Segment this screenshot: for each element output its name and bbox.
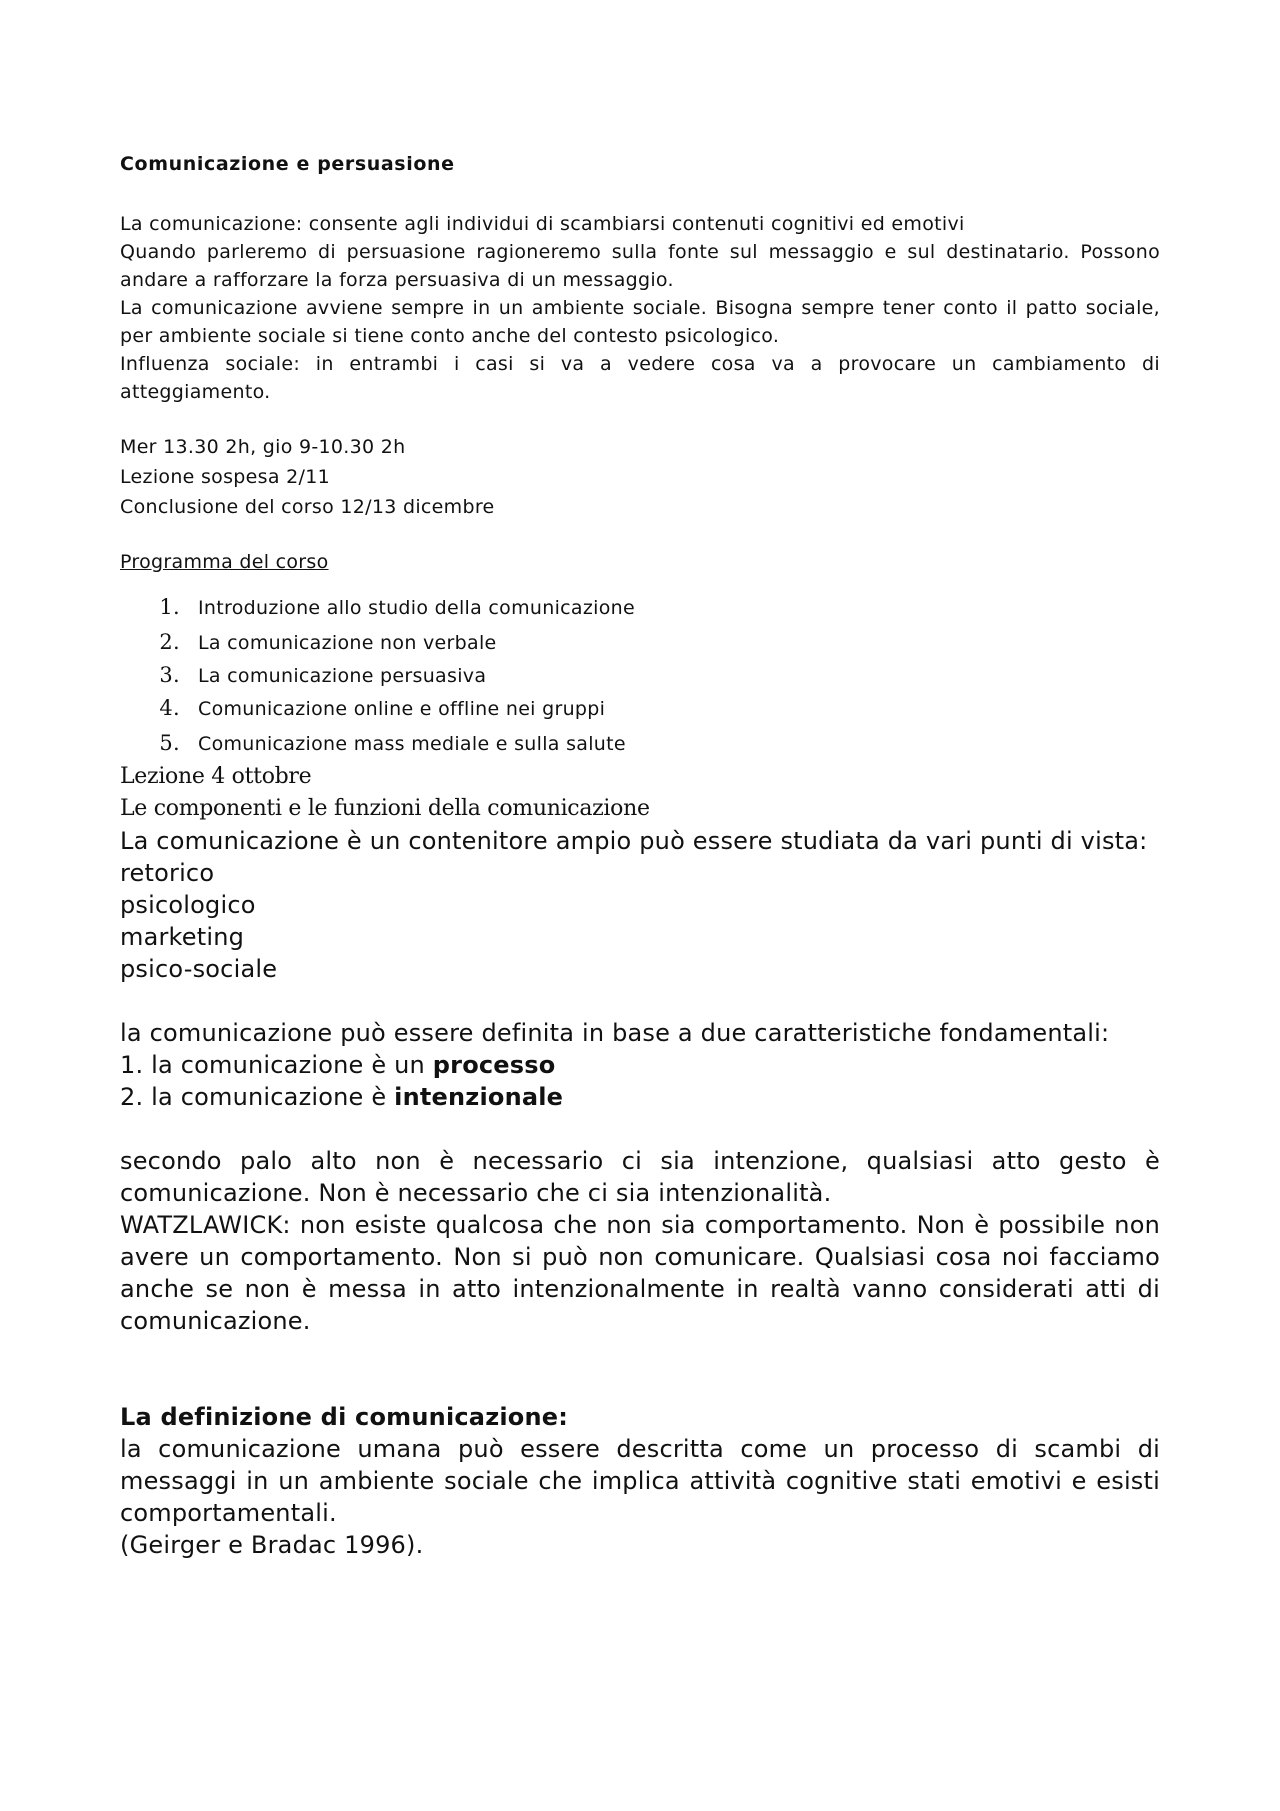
viewpoint-item: marketing [120, 923, 245, 951]
intro-section [120, 210, 1160, 406]
document-page [120, 150, 1160, 1561]
definition-section [120, 1401, 1160, 1561]
list-item: 3. La comunicazione persuasiva [159, 663, 487, 687]
viewpoint-item: psicologico [120, 891, 256, 919]
program-heading: Programma del corso [120, 551, 329, 573]
characteristic-item: 1. la comunicazione è un processo [120, 1051, 556, 1079]
viewpoint-item: psico-sociale [120, 955, 278, 983]
citation: (Geirger e Bradac 1996). [120, 1531, 424, 1559]
lesson-subtitle: Le componenti e le funzioni della comunicazione [120, 796, 650, 821]
viewpoint-item: retorico [120, 859, 215, 887]
definition-text: la comunicazione umana può essere descritta come un processo di scambi di messaggi in un ambiente sociale che implica attività cognitive stati emotivi e esisti comportamentali. [120, 1435, 1160, 1527]
document-title: Comunicazione e persuasione [120, 153, 455, 175]
lesson-date: Lezione 4 ottobre [120, 764, 312, 789]
program-list [120, 590, 1160, 761]
intro-paragraph: La comunicazione: consente agli individui di scambiarsi contenuti cognitivi ed emotivi [120, 213, 965, 235]
watzlawick-paragraph: WATZLAWICK: non esiste qualcosa che non sia comportamento. Non è possibile non avere un comportamento. Non si può non comunicare. Qualsiasi cosa noi facciamo anche se non è messa in atto intenzionalmente in realtà vanno considerati atti di comunicazione. [120, 1211, 1160, 1335]
definition-intro: la comunicazione può essere definita in base a due caratteristiche fondamentali: [120, 1019, 1110, 1047]
intro-paragraph: Quando parleremo di persuasione ragioneremo sulla fonte sul messaggio e sul destinatario. Possono andare a rafforzare la forza persuasiva di un messaggio. [120, 241, 1160, 291]
list-item: 1. Introduzione allo studio della comunicazione [159, 595, 635, 619]
list-item: 5. Comunicazione mass mediale e sulla salute [159, 731, 626, 755]
intro-paragraph: Influenza sociale: in entrambi i casi si va a vedere cosa va a provocare un cambiamento di atteggiamento. [120, 353, 1160, 403]
viewpoints-intro: La comunicazione è un contenitore ampio può essere studiata da vari punti di vista: [120, 827, 1148, 855]
schedule-line: Lezione sospesa 2/11 [120, 466, 331, 488]
palo-alto-paragraph: secondo palo alto non è necessario ci sia intenzione, qualsiasi atto gesto è comunicazione. Non è necessario che ci sia intenzionalità. [120, 1147, 1160, 1207]
schedule-section [120, 432, 1160, 522]
intro-paragraph: La comunicazione avviene sempre in un ambiente sociale. Bisogna sempre tener conto il patto sociale, per ambiente sociale si tiene conto anche del contesto psicologico. [120, 297, 1160, 347]
characteristics-section [120, 1017, 1160, 1113]
schedule-line: Mer 13.30 2h, gio 9-10.30 2h [120, 436, 406, 458]
viewpoints-section [120, 825, 1160, 985]
theory-section [120, 1145, 1160, 1337]
characteristic-item: 2. la comunicazione è intenzionale [120, 1083, 564, 1111]
schedule-line: Conclusione del corso 12/13 dicembre [120, 496, 495, 518]
definition-heading: La definizione di comunicazione: [120, 1403, 569, 1431]
list-item: 4. Comunicazione online e offline nei gruppi [159, 696, 606, 720]
list-item: 2. La comunicazione non verbale [159, 630, 497, 654]
